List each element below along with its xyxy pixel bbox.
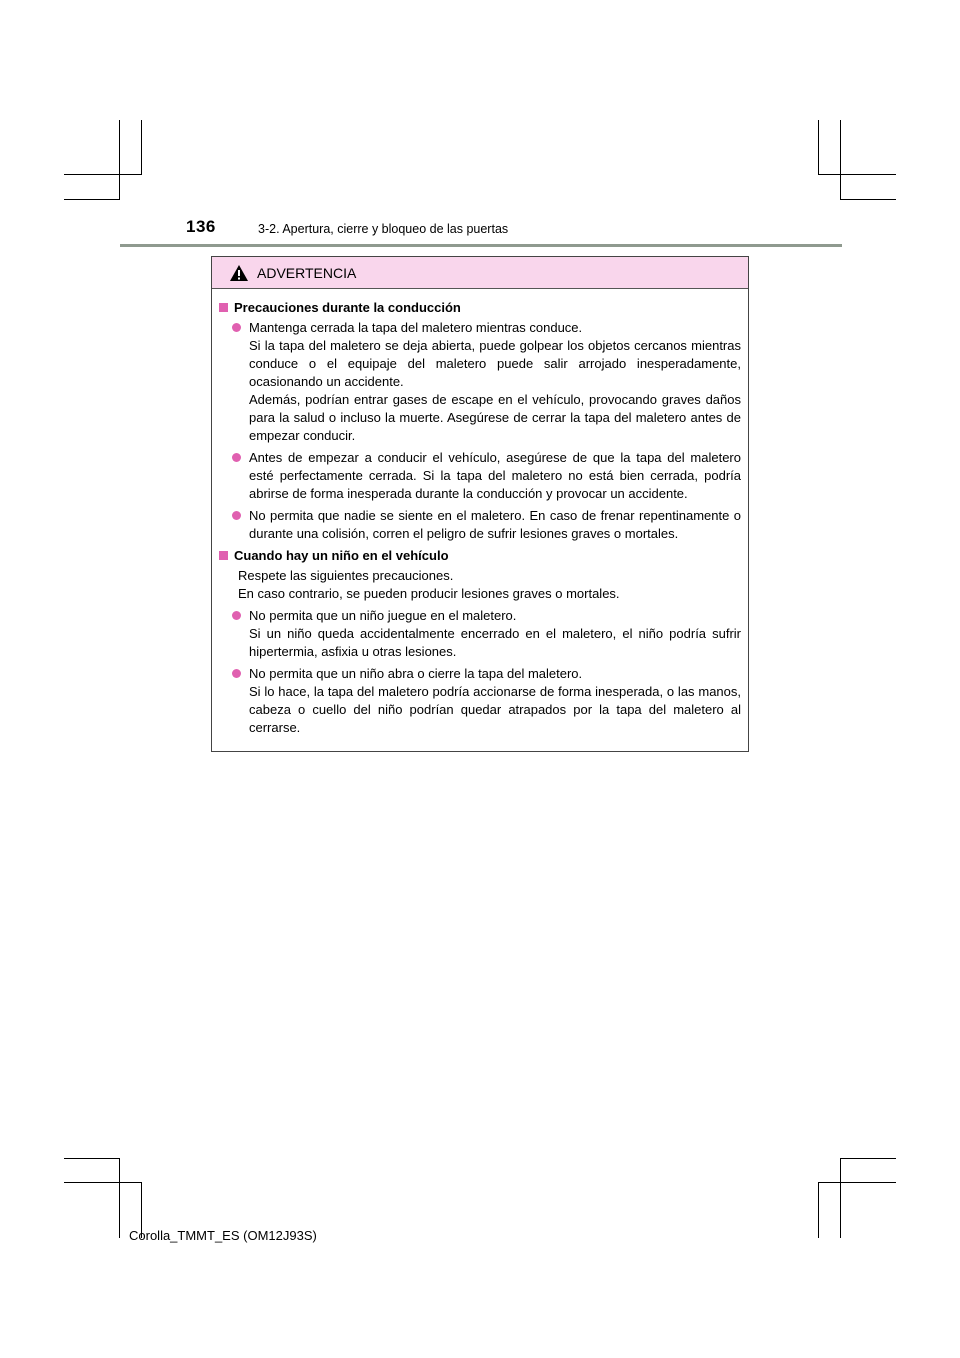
crop-mark (818, 174, 896, 175)
section-title: 3-2. Apertura, cierre y bloqueo de las puertas (258, 222, 509, 236)
crop-mark (64, 1182, 142, 1183)
item-line: No permita que un niño juegue en el maletero. (249, 608, 517, 623)
crop-mark (119, 1158, 120, 1238)
crop-mark (64, 1158, 120, 1159)
item-line: No permita que un niño abra o cierre la tapa del maletero. (249, 666, 583, 681)
item-line: Si lo hace, la tapa del maletero podría accionarse de forma inesperada, o las manos, cabeza o cuello del niño podrían quedar atrapados por la tapa del maletero al cerrarse. (249, 684, 741, 735)
warning-header (212, 257, 748, 289)
section-intro (238, 567, 741, 603)
section-heading: Precauciones durante la conducción (219, 299, 741, 317)
footer-doc-id: Corolla_TMMT_ES (OM12J93S) (129, 1228, 317, 1243)
crop-mark (818, 1182, 819, 1238)
circle-bullet-icon (232, 453, 241, 462)
crop-mark (64, 174, 142, 175)
crop-mark (840, 120, 841, 200)
list-item (231, 665, 741, 737)
square-bullet-icon (219, 551, 228, 560)
circle-bullet-icon (232, 323, 241, 332)
circle-bullet-icon (232, 511, 241, 520)
list-item (231, 319, 741, 445)
item-line: Si un niño queda accidentalmente encerrado en el maletero, el niño podría sufrir hipertermia, asfixia u otras lesiones. (249, 626, 741, 659)
warning-triangle-icon (229, 264, 249, 282)
crop-mark (141, 120, 142, 174)
square-bullet-icon (219, 303, 228, 312)
crop-mark (64, 199, 120, 200)
intro-line: Respete las siguientes precauciones. (238, 568, 454, 583)
crop-mark (119, 120, 120, 200)
item-line: Si la tapa del maletero se deja abierta, puede golpear los objetos cercanos mientras conduce o el equipaje del maletero puede salir arrojado inesperadamente, ocasionando un accidente. (249, 338, 741, 389)
item-line: Mantenga cerrada la tapa del maletero mientras conduce. (249, 320, 583, 335)
crop-mark (840, 1158, 896, 1159)
header-rule (120, 244, 842, 247)
crop-mark (818, 120, 819, 174)
item-line: No permita que nadie se siente en el maletero. En caso de frenar repentinamente o durante una colisión, corren el peligro de sufrir lesiones graves o mortales. (249, 508, 741, 541)
item-line: Antes de empezar a conducir el vehículo, asegúrese de que la tapa del maletero esté perfectamente cerrada. Si la tapa del maletero no está bien cerrada, podría abrirse de forma inesperada durante la conducción y provocar un accidente. (249, 450, 741, 501)
warning-body (212, 289, 748, 737)
crop-mark (840, 1158, 841, 1238)
list-item (231, 449, 741, 503)
intro-line: En caso contrario, se pueden producir lesiones graves o mortales. (238, 586, 620, 601)
warning-box (211, 256, 749, 752)
crop-mark (818, 1182, 896, 1183)
warning-title: ADVERTENCIA (257, 264, 357, 281)
crop-mark (840, 199, 896, 200)
circle-bullet-icon (232, 669, 241, 678)
list-item (231, 507, 741, 543)
section-heading: Cuando hay un niño en el vehículo (219, 547, 741, 565)
item-line: Además, podrían entrar gases de escape en el vehículo, provocando graves daños para la salud o incluso la muerte. Asegúrese de cerrar la tapa del maletero antes de empezar conducir. (249, 392, 741, 443)
page-number: 136 (186, 217, 216, 236)
list-item (231, 607, 741, 661)
circle-bullet-icon (232, 611, 241, 620)
